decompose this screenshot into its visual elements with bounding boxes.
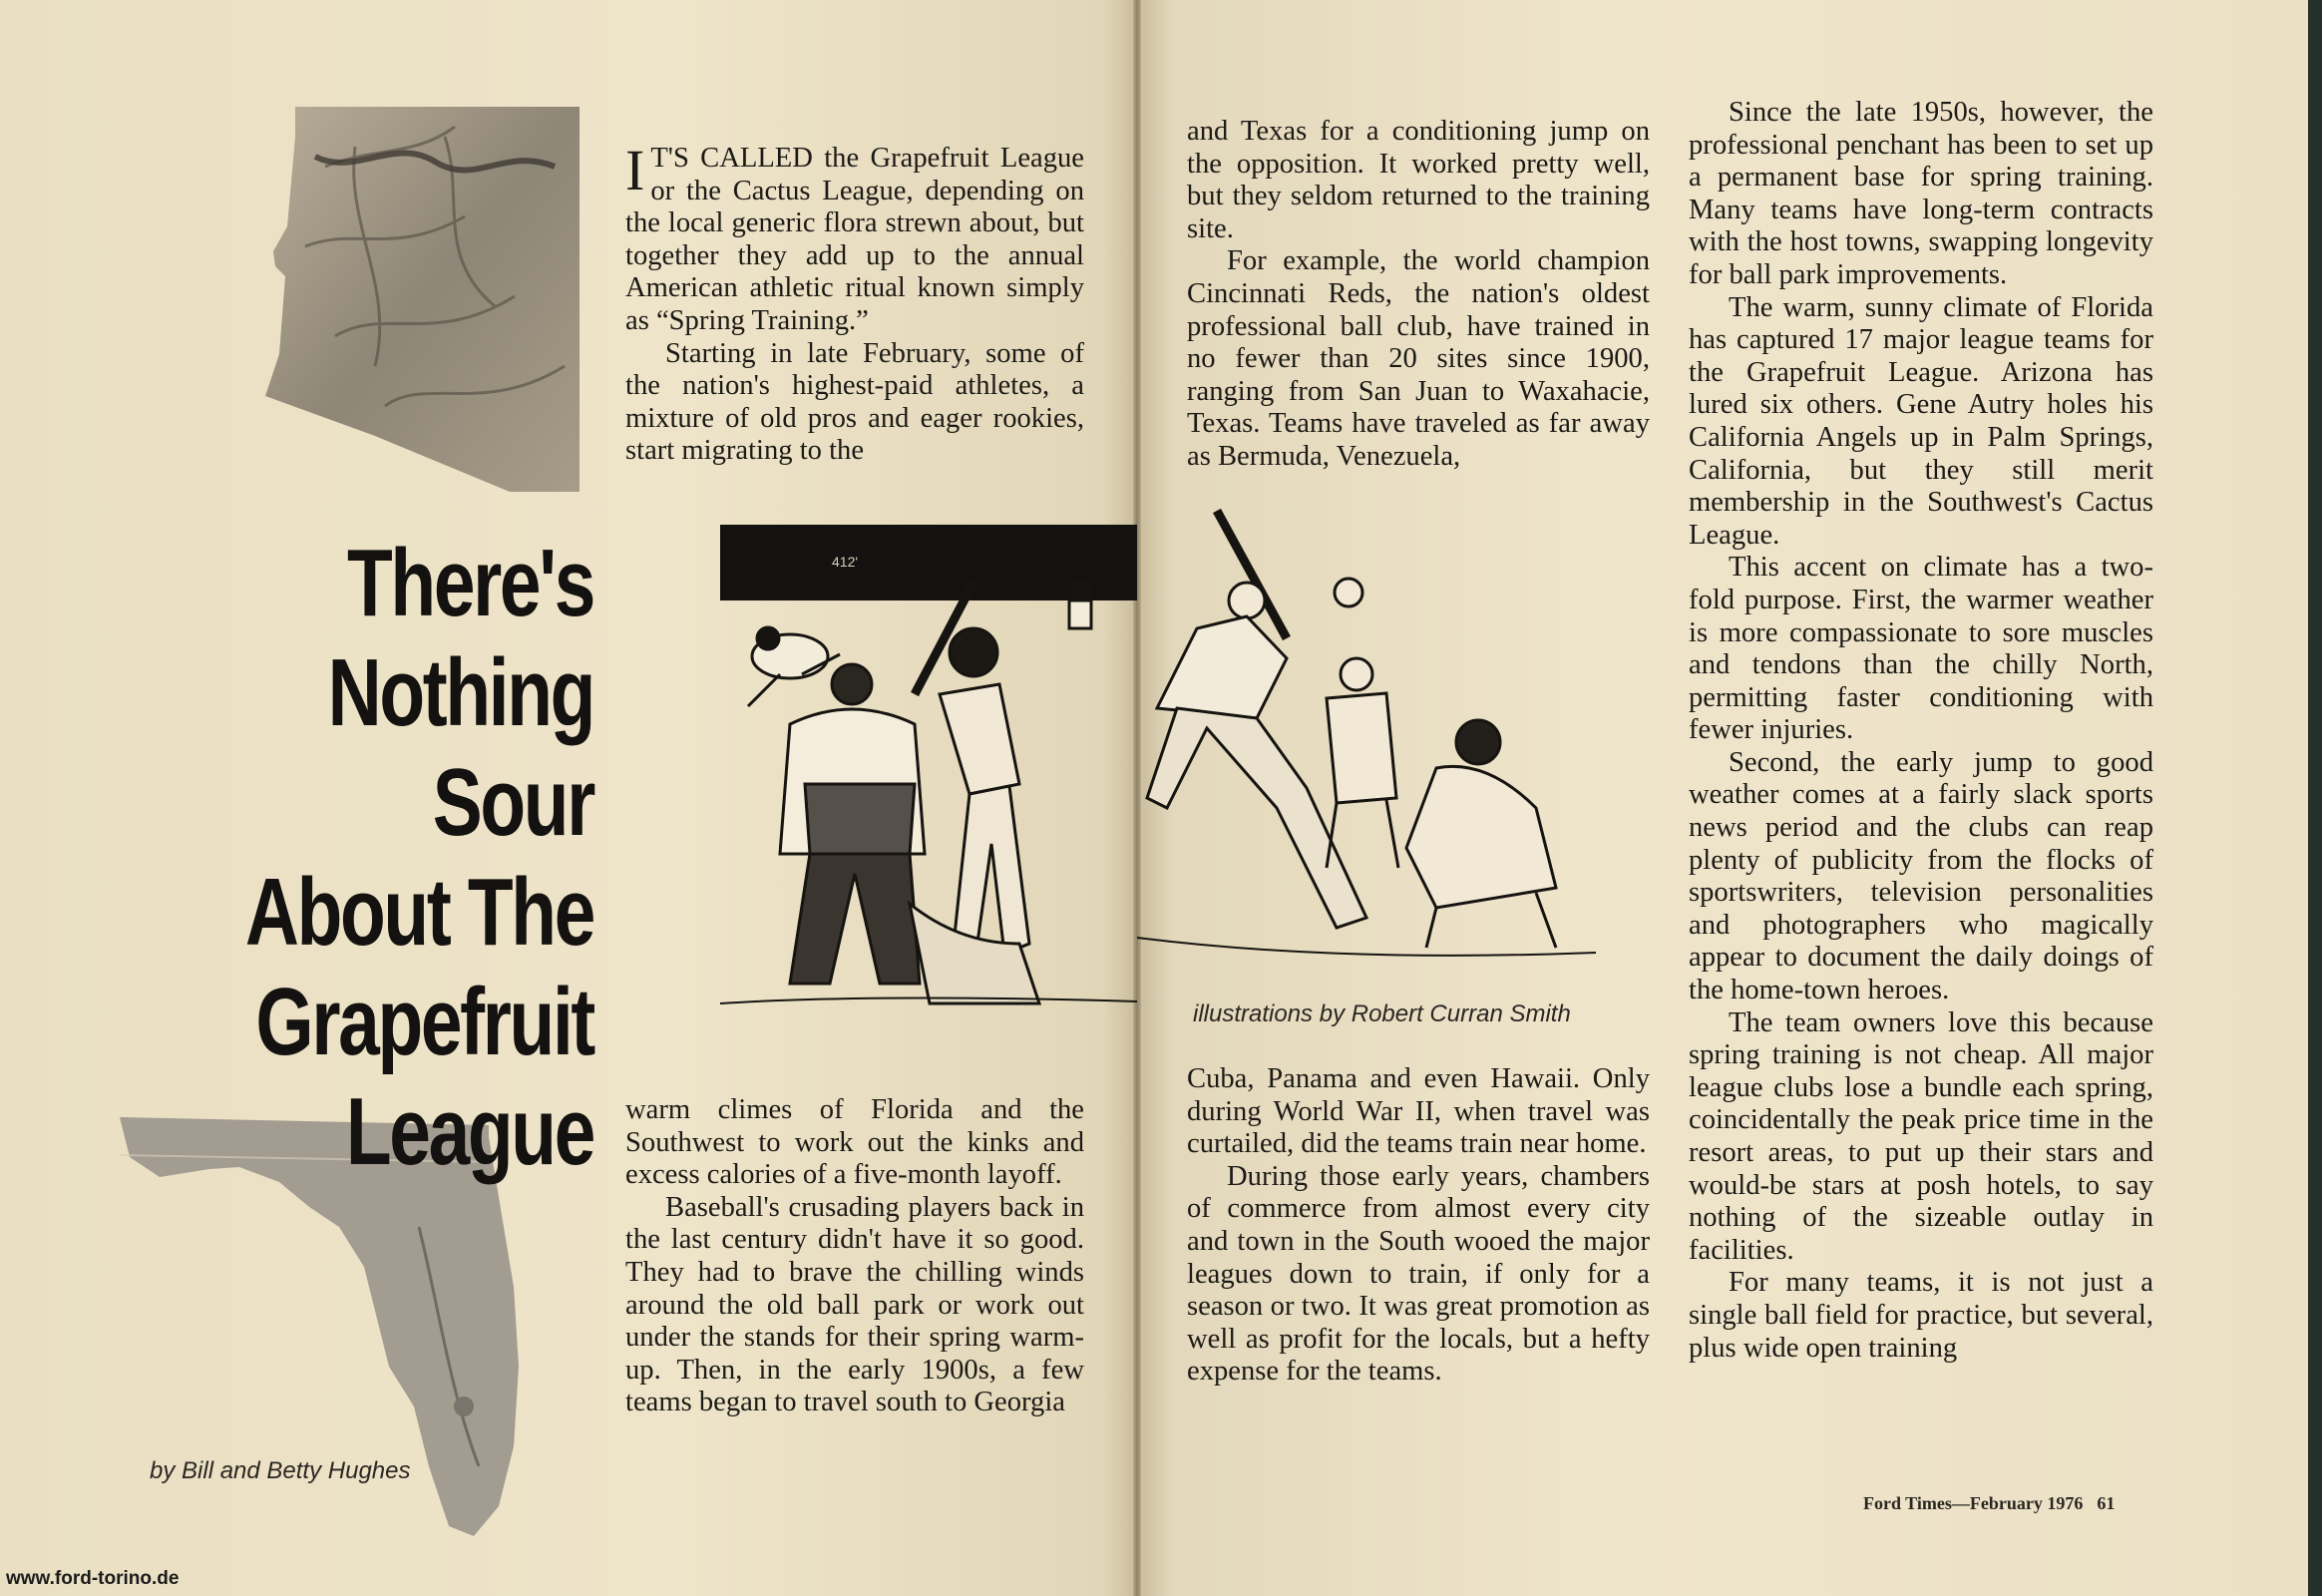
scoreboard-distance: 412' [832, 554, 859, 570]
column-3 [1689, 97, 2153, 1365]
column-2-bottom [1187, 1063, 1650, 1389]
baseball-illustration-left [720, 525, 1137, 1037]
page-number: 61 [2097, 1493, 2116, 1513]
headline-line-2: Nothing Sour [327, 639, 593, 856]
paragraph: This accent on climate has a two-fold purpose. First, the warmer weather is more compassionate to sore muscles and tendons than the chilly North, permitting faster conditioning with fewer injuries. [1689, 552, 2153, 746]
headline-line-1: There's [347, 530, 593, 636]
baseball-illustration-right [1137, 509, 1646, 978]
column-2-top [1187, 116, 1650, 474]
paragraph: Cuba, Panama and even Hawaii. Only during World War II, when travel was curtailed, did the teams train near home. [1187, 1063, 1650, 1160]
page-edge [2308, 0, 2322, 1596]
paragraph: warm climes of Florida and the Southwest to work out the kinks and excess calories of a five-month layoff. [625, 1094, 1084, 1191]
paragraph: For example, the world champion Cincinnati Reds, the nation's oldest professional ball club, have trained in no fewer than 20 sites since 1900, ranging from San Juan to Waxahacie, Texas. Teams have traveled as far away as Bermuda, Venezuela, [1187, 245, 1650, 472]
paragraph: Second, the early jump to good weather comes at a fairly slack sports news period and the clubs can reap plenty of publicity from the flocks of sportswriters, television personalities and photographers who magically appear to document the daily doings of the home-town heroes. [1689, 746, 2153, 1006]
lead-smallcaps: T'S CALLED [650, 143, 813, 174]
arizona-relief-map [265, 107, 580, 492]
byline: by Bill and Betty Hughes [150, 1457, 411, 1484]
headline-line-3: About The [244, 859, 593, 966]
website-watermark[interactable]: www.ford-torino.de [6, 1568, 180, 1589]
page-footer [1863, 1493, 2115, 1514]
lead-text: the Grapefruit League or the Cactus League, depending on the local generic flora strewn about, but together they add up to the annual American athletic ritual known simply as “Spring Training.” [625, 143, 1084, 336]
paragraph: The warm, sunny climate of Florida has captured 17 major league teams for the Grapefruit League. Arizona has lured six others. Gene Autry holes his California Angels up in Palm Springs, California, but they still merit membership in the Southwest's Cactus League. [1689, 291, 2153, 551]
paragraph: During those early years, chambers of commerce from almost every city and town in the South wooed the major leagues down to train, if only for a season or two. It was great promotion as well as profit for the locals, but a hefty expense for the teams. [1187, 1160, 1650, 1388]
paragraph: Starting in late February, some of the nation's highest-paid athletes, a mixture of old pros and eager rookies, start migrating to the [625, 337, 1084, 467]
illustration-credit: illustrations by Robert Curran Smith [1193, 1000, 1571, 1027]
column-1-bottom [625, 1094, 1084, 1419]
article-headline [162, 529, 593, 1187]
paragraph: For many teams, it is not just a single ball field for practice, but several, plus wide open training [1689, 1267, 2153, 1364]
paragraph: and Texas for a conditioning jump on the opposition. It worked pretty well, but they seldom returned to the training site. [1187, 116, 1650, 244]
paragraph: Since the late 1950s, however, the professional penchant has been to set up a permanent base for spring training. Many teams have long-term contracts with the host towns, swapping longevity for ball park improvements. [1689, 97, 2153, 290]
column-1-top [625, 138, 1084, 468]
lead-paragraph [625, 138, 1084, 338]
drop-cap: I [625, 138, 645, 202]
headline-line-4: Grapefruit [255, 969, 593, 1075]
paragraph: Baseball's crusading players back in the last century didn't have it so good. They had to brave the chilling winds around the old ball park or work out under the stands for their spring warm-up. Then, in the early 1900s, a few teams began to travel south to Georgia [625, 1191, 1084, 1418]
headline-line-5: League [345, 1078, 593, 1185]
paragraph: The team owners love this because spring training is not cheap. All major league clubs lose a bundle each spring, coincidentally the peak price time in the resort areas, to put up their stars and would-be stars at posh hotels, to say nothing of the sizeable outlay in facilities. [1689, 1006, 2153, 1266]
magazine-issue: Ford Times—February 1976 [1863, 1493, 2084, 1513]
